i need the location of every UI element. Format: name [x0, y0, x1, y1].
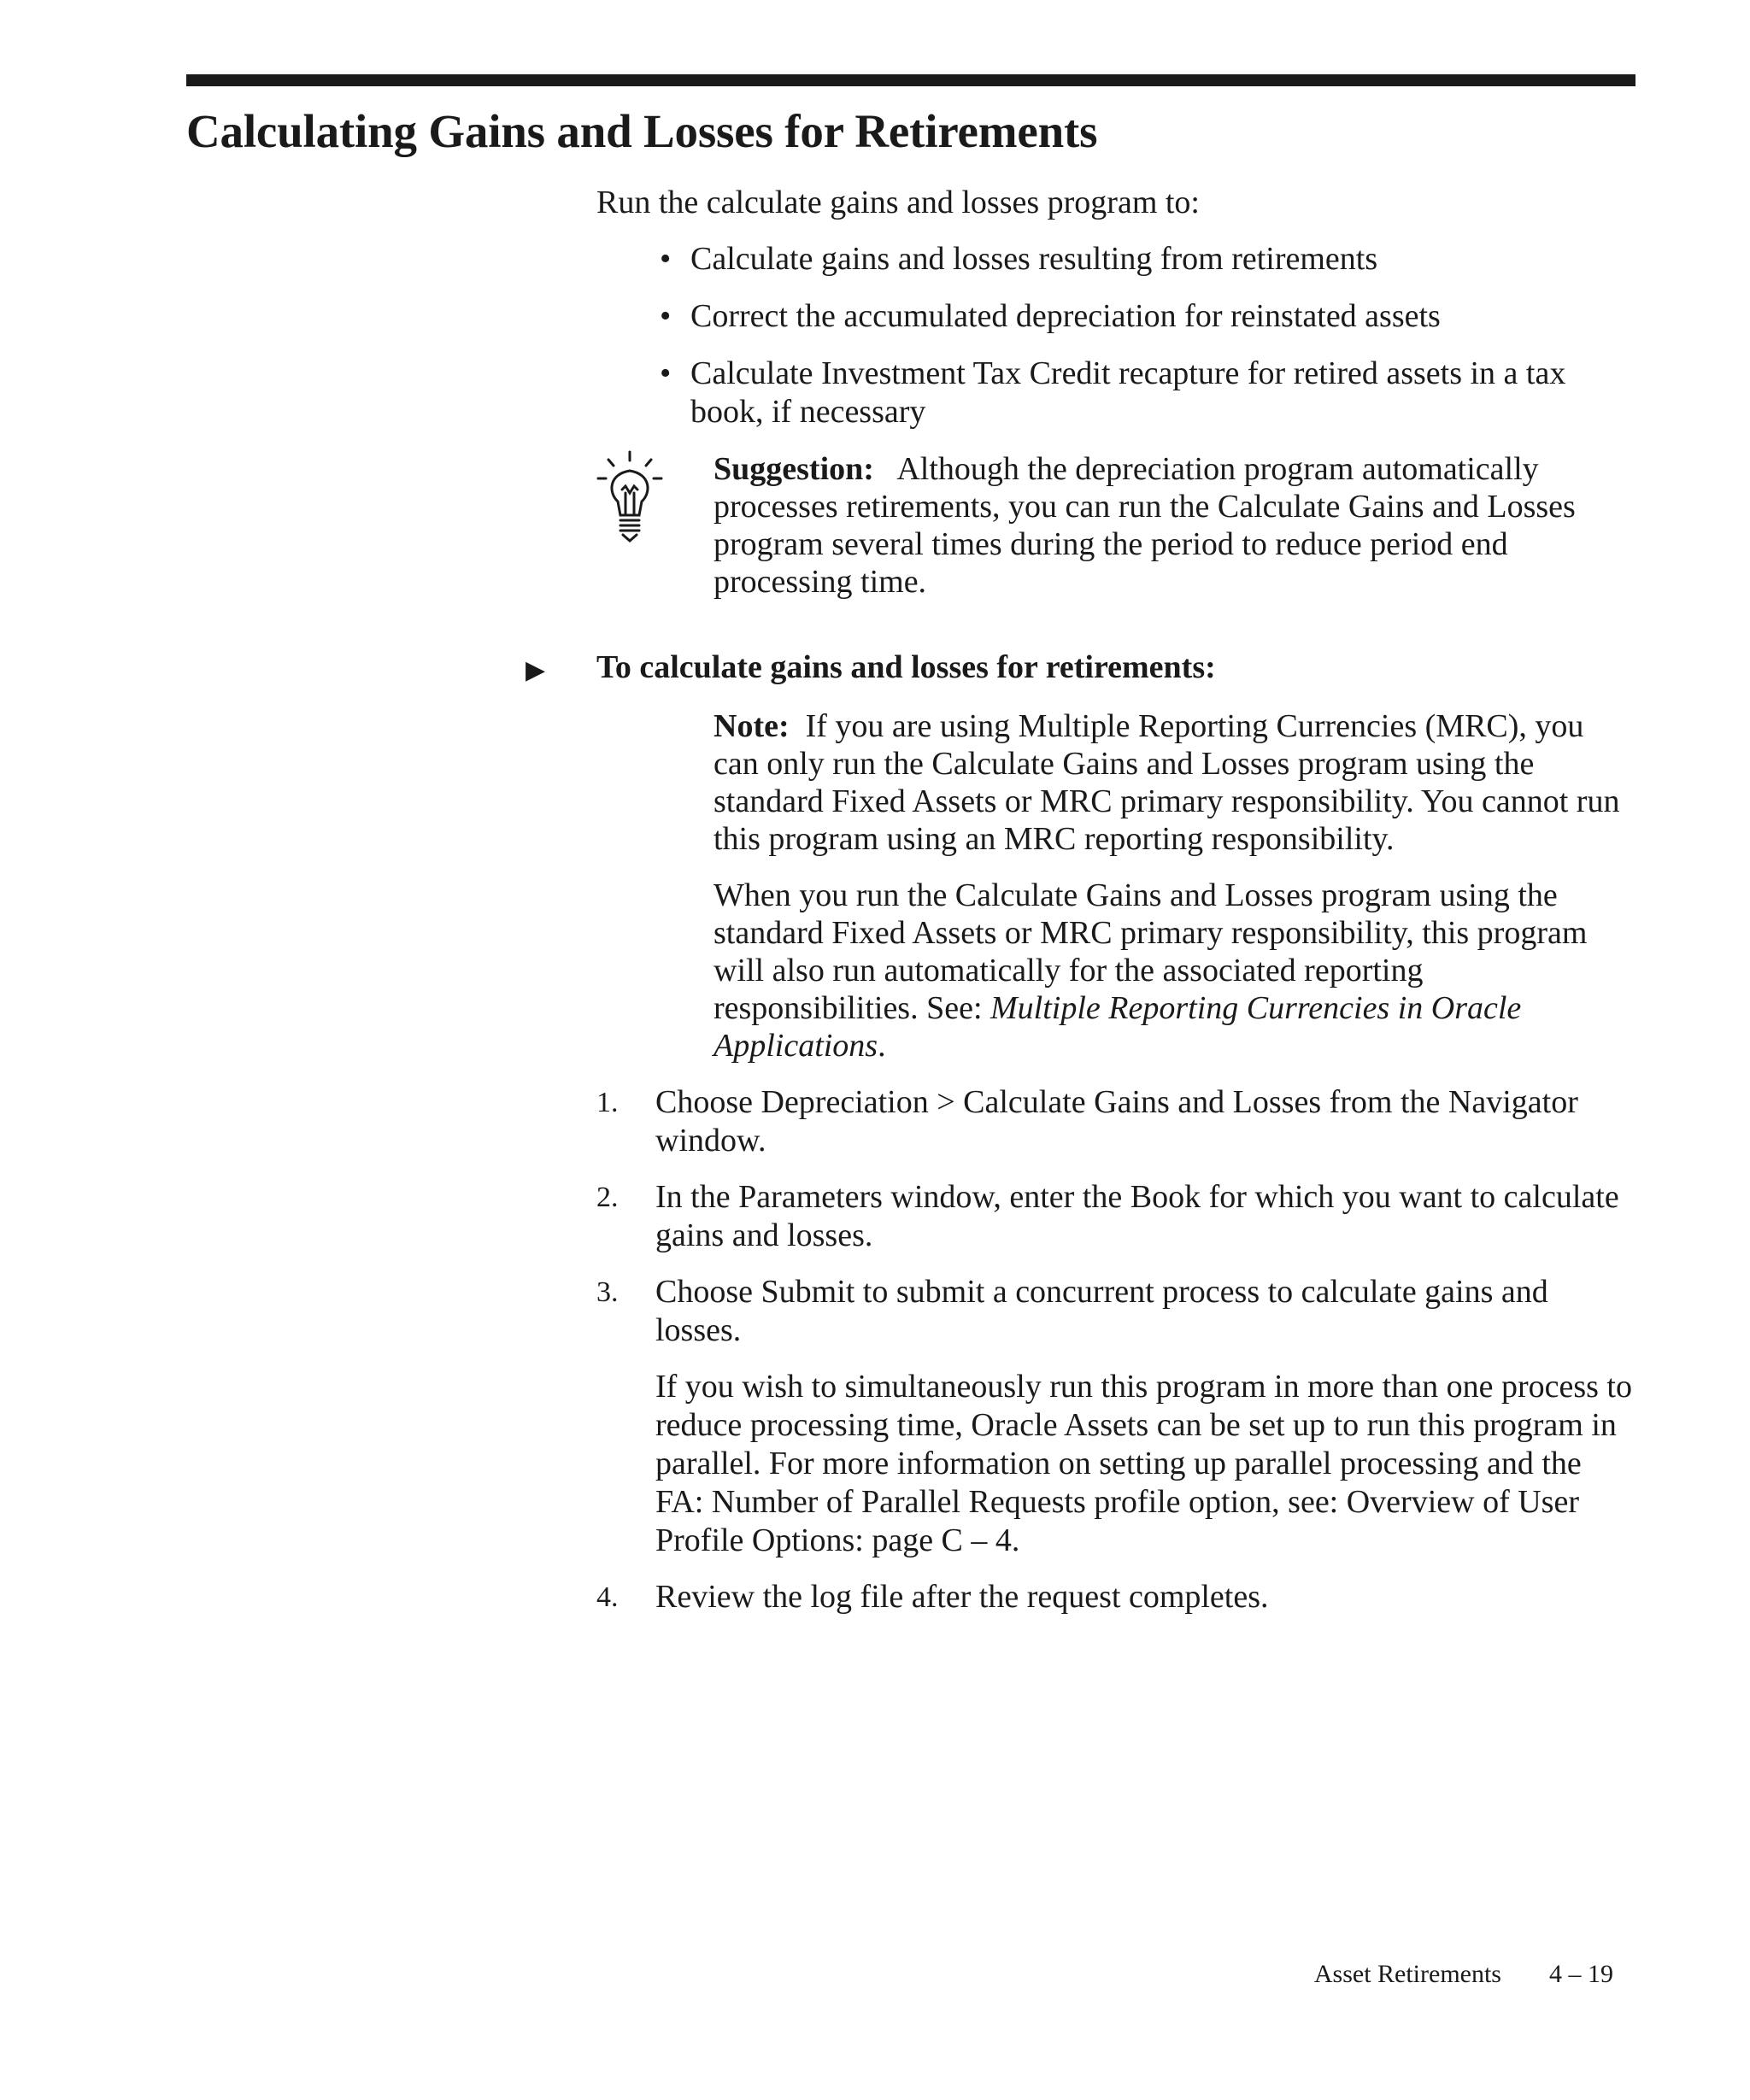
bullet-icon: • [660, 355, 672, 391]
note-text: Note: If you are using Multiple Reporting Currencies (MRC), you can only run the Calculate Gains and Losses program using the standard Fixed Assets or MRC primary responsibility. You cannot run this program using an MRC reporting responsibility. [714, 708, 1620, 857]
note-label: Note: [714, 708, 790, 744]
note-paragraph-2: When you run the Calculate Gains and Losses program using the standard Fixed Assets or MRC primary responsibility, this program will also run automatically for the associated reporting responsibilities. See: Multiple Reporting Currencies in Oracle Applications. [714, 877, 1588, 1064]
bullet-icon: • [660, 298, 672, 334]
step-item: 3. Choose Submit to submit a concurrent process to calculate gains and losses. If you wish to simultaneously run this program in more than one process to reduce processing time, Oracle Assets can be set up to run this program in parallel. For more information on setting up parallel processing and the FA: Number of Parallel Requests profile option, see: Overview of User Profile Options: page C – 4. [596, 1274, 1632, 1558]
footer-section: Asset Retirements [1313, 1960, 1501, 1988]
arrow-icon: ▶ [526, 656, 546, 684]
page-title: Calculating Gains and Losses for Retirements [186, 105, 1098, 157]
lightbulb-icon [596, 450, 663, 543]
intro-text: Run the calculate gains and losses program to: [596, 185, 1200, 220]
step-item: 4. Review the log file after the request completes. [596, 1579, 1269, 1615]
doc-reference: Multiple Reporting Currencies in Oracle Applications [714, 990, 1522, 1064]
step-3-detail: If you wish to simultaneously run this program in more than one process to reduce processing time, Oracle Assets can be set up to run this program in parallel. For more information on setting up parallel processing and the FA: Number of Parallel Requests profile option, see: Overview of User Profile Options: page C – 4. [655, 1369, 1632, 1558]
bullet-list [596, 240, 1632, 431]
steps-list [596, 1083, 1632, 1616]
header-rule [186, 74, 1635, 86]
suggestion-text: Suggestion: Although the depreciation program automatically processes retirements, you can run the Calculate Gains and Losses program several times during the period to reduce period end processing time. [714, 451, 1576, 600]
step-item: 1. Choose Depreciation > Calculate Gains and Losses from the Navigator window. [596, 1084, 1578, 1159]
list-item: • Correct the accumulated depreciation for reinstated assets [660, 298, 1441, 334]
page-number: 4 – 19 [1549, 1960, 1613, 1988]
list-item: • Calculate Investment Tax Credit recapture for retired assets in a tax book, if necessary [660, 355, 1566, 430]
note-block [596, 707, 1632, 1065]
page-footer [1314, 1960, 1613, 1989]
suggestion-block [596, 450, 1632, 601]
bullet-icon: • [660, 241, 672, 277]
step-item: 2. In the Parameters window, enter the Book for which you want to calculate gains and losses. [596, 1179, 1619, 1253]
content [526, 184, 1632, 1634]
suggestion-label: Suggestion: [714, 451, 874, 487]
list-item: • Calculate gains and losses resulting from retirements [660, 241, 1378, 277]
procedure-heading: ▶ To calculate gains and losses for retirements: [596, 648, 1632, 687]
